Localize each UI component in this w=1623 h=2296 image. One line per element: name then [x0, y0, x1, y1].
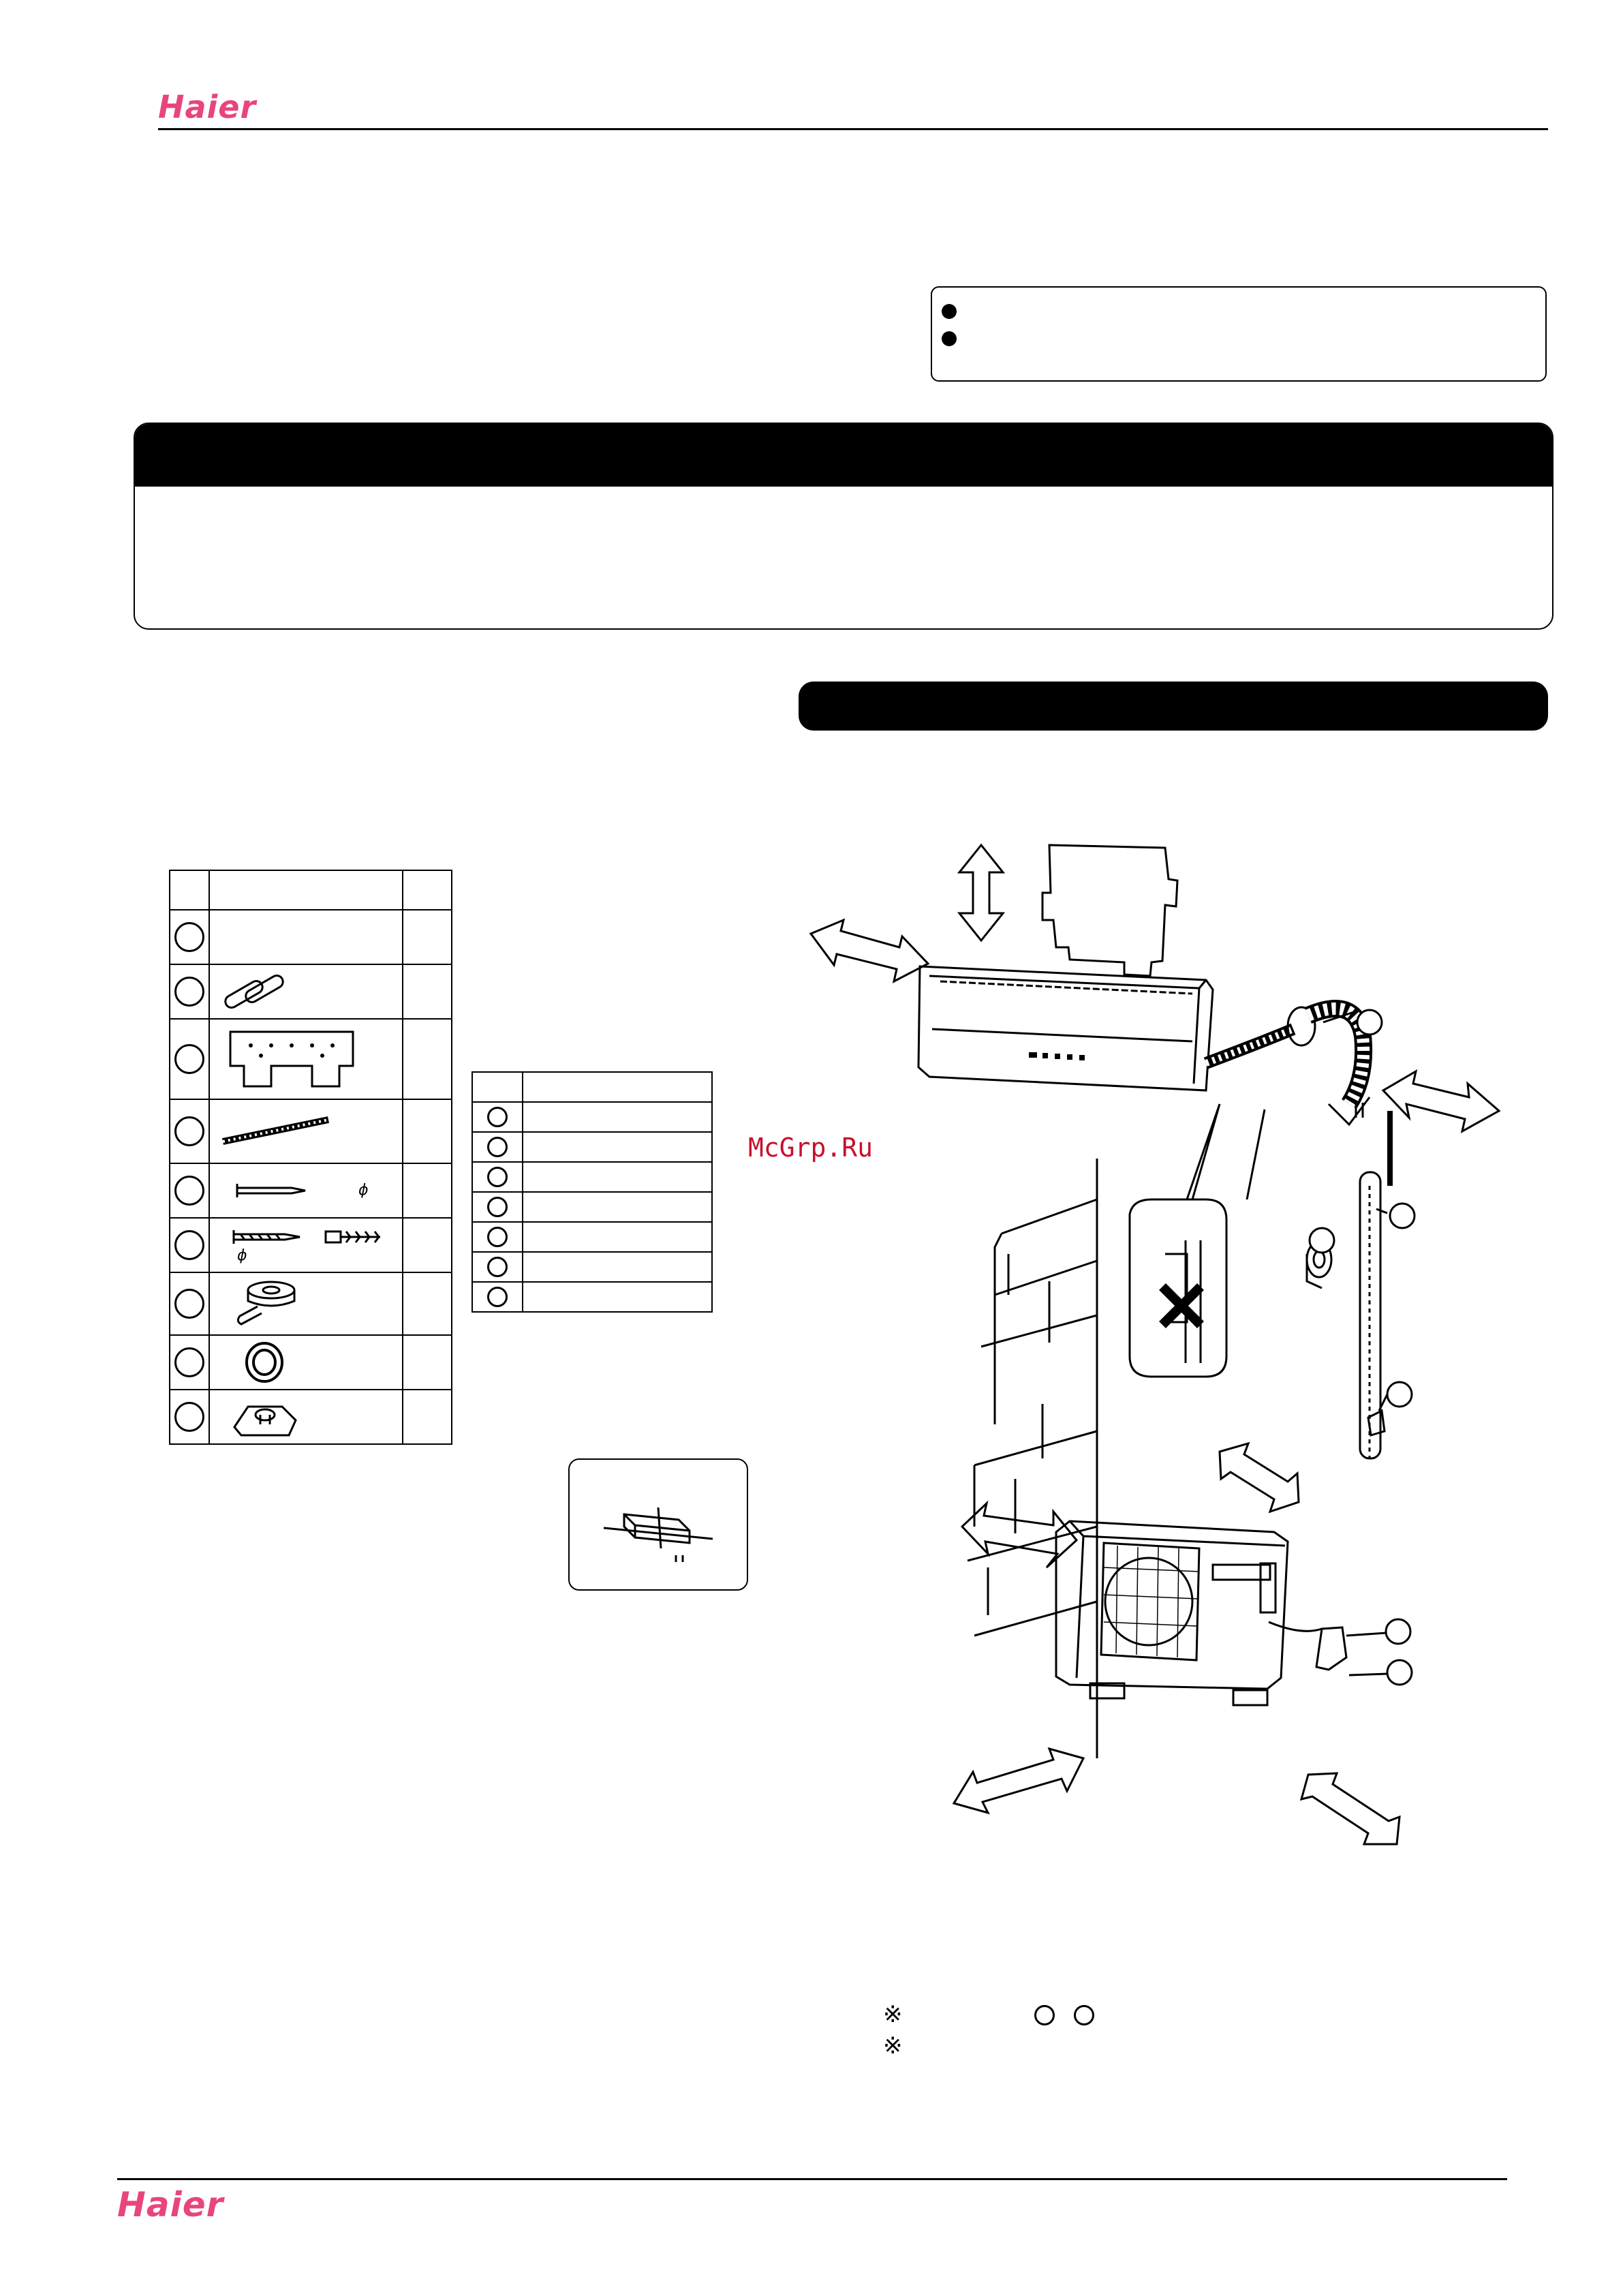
- double-arrow-icon: [1220, 1443, 1299, 1512]
- note-box: [931, 286, 1547, 382]
- nail-icon: [210, 1177, 387, 1204]
- svg-text:ϕ: ϕ: [237, 1247, 247, 1264]
- list-item: [472, 1072, 712, 1102]
- table-row: [170, 1099, 452, 1163]
- detail-callout: [1130, 1104, 1226, 1377]
- wall-plate: [1042, 845, 1177, 976]
- rubber-ring-icon: [230, 1338, 312, 1386]
- screw-with-anchor-icon: [210, 1225, 394, 1266]
- svg-text:ϕ: ϕ: [358, 1182, 369, 1199]
- table-row: [170, 1390, 452, 1444]
- double-arrow-icon: [811, 920, 928, 981]
- footer-rule: [117, 2178, 1507, 2180]
- section-banner: [799, 682, 1548, 731]
- list-item: [472, 1222, 712, 1252]
- list-item: [472, 1252, 712, 1282]
- cable-clamp-icon: [228, 1393, 309, 1441]
- table-row: [170, 964, 452, 1019]
- indoor-unit: [918, 966, 1213, 1090]
- spirit-level-icon: [570, 1460, 747, 1589]
- accessory-list: [472, 1071, 713, 1313]
- bullet-icon: [942, 331, 957, 346]
- header-rule: [158, 128, 1548, 130]
- ref-circle: [1074, 2005, 1094, 2025]
- table-row: [170, 1272, 452, 1335]
- double-arrow-icon: [1301, 1773, 1400, 1844]
- table-row: [170, 1163, 452, 1218]
- mounting-plate-icon: [223, 1025, 360, 1093]
- parts-table: [169, 870, 452, 1445]
- cross-icon: [1162, 1287, 1201, 1325]
- warning-banner: [135, 424, 1552, 487]
- footer-logo: Haier: [117, 2185, 224, 2224]
- bullet-icon: [942, 304, 957, 319]
- ref-circle: [1034, 2005, 1055, 2025]
- list-item: [472, 1102, 712, 1132]
- double-arrow-icon: [959, 845, 1003, 940]
- threaded-rod-icon: [219, 1114, 335, 1148]
- table-row: [170, 870, 452, 910]
- list-item: [472, 1132, 712, 1162]
- table-row: [170, 1218, 452, 1272]
- list-item: [472, 1192, 712, 1222]
- note-mark-1: ※: [883, 2001, 903, 2028]
- double-arrow-icon: [954, 1749, 1083, 1813]
- installation-diagram: [784, 818, 1560, 1861]
- table-row: [170, 910, 452, 964]
- header-logo: Haier: [158, 89, 257, 125]
- watermark: McGrp.Ru: [748, 1133, 874, 1163]
- drain-elbow-icon: [223, 1276, 305, 1331]
- double-arrow-icon: [1383, 1071, 1499, 1131]
- table-row: [170, 1019, 452, 1099]
- pipe-icon: [217, 968, 298, 1015]
- table-row: [170, 1335, 452, 1390]
- list-item: [472, 1162, 712, 1192]
- list-item: [472, 1282, 712, 1312]
- warning-frame: [134, 423, 1554, 630]
- level-inset: [568, 1458, 748, 1591]
- note-mark-2: ※: [883, 2032, 903, 2060]
